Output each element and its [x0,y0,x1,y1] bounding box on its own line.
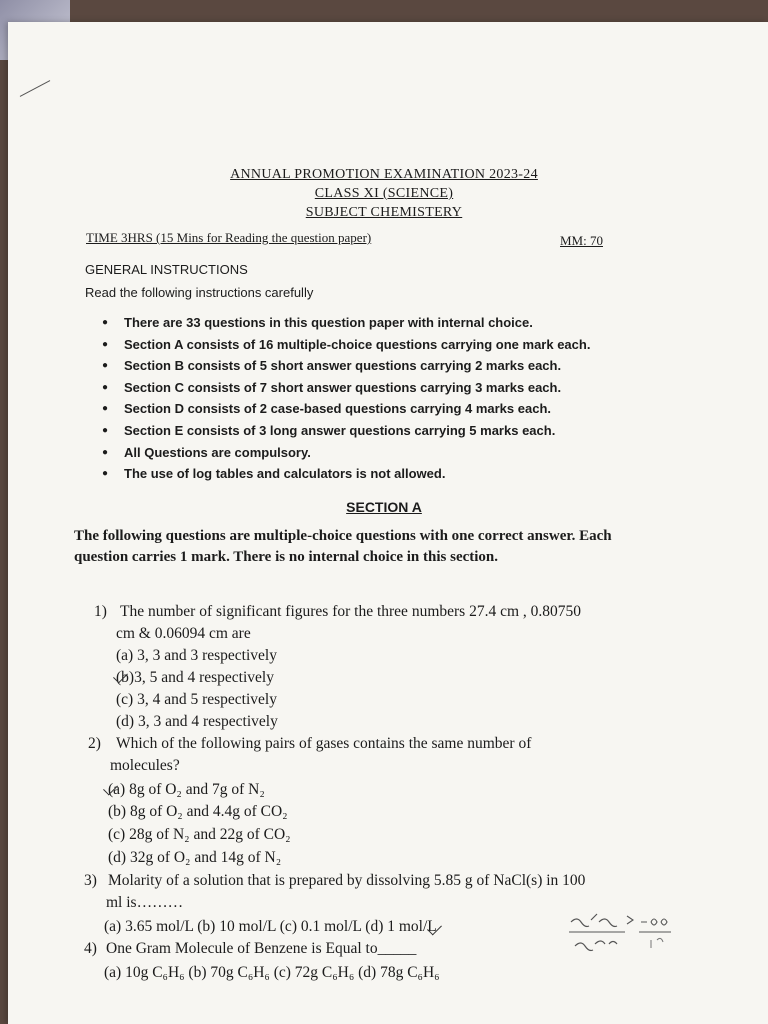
time-allowed: TIME 3HRS (15 Mins for Reading the question paper) [86,230,372,245]
instruction-item: ● Section D consists of 2 case-based questions carrying 4 marks each. [100,398,590,420]
options-row: (a) 3.65 mol/L (b) 10 mol/L (c) 0.1 mol/L (d) 1 mol/L [104,918,437,935]
question-number: 2) [88,735,101,752]
question-text: One Gram Molecule of Benzene is Equal to_____ [106,940,417,957]
instructions-subheading: Read the following instructions carefully [85,285,314,300]
instruction-item: ● All Questions are compulsory. [100,442,590,464]
question-text: Molarity of a solution that is prepared by dissolving 5.85 g of NaCl(s) in 100 [108,872,586,889]
question-text: The number of significant figures for the three numbers 27.4 cm , 0.80750 [120,603,582,620]
subject-title: SUBJECT CHEMISTERY [305,205,463,220]
instruction-item: ● Section E consists of 3 long answer questions carrying 5 marks each. [100,420,590,442]
section-title: SECTION A [346,499,422,515]
instruction-item: ● Section C consists of 7 short answer questions carrying 3 marks each. [100,377,590,399]
options-row: (a) 10g C₆H₆ (b) 70g C₆H₆ (c) 72g C₆H₆ (d) 78g C₆H₆ [104,964,440,981]
section-intro: The following questions are multiple-choice questions with one correct answer. Each question carries 1 mark. There is no internal choice in this section. [74,528,612,565]
question-text: cm & 0.06094 cm are [116,625,251,642]
option: (c) 28g of N₂ and 22g of CO₂ [108,826,291,843]
max-marks: MM: 70 [560,233,603,248]
instructions-list [100,312,590,485]
instruction-item: ● Section B consists of 5 short answer questions carrying 2 marks each. [100,355,590,377]
instruction-item: ● Section A consists of 16 multiple-choice questions carrying one mark each. [100,334,590,356]
question-number: 3) [84,872,97,889]
option: (b) 8g of O₂ and 4.4g of CO₂ [108,803,288,820]
question-number: 1) [94,603,107,620]
option: (c) 3, 4 and 5 respectively [116,691,277,708]
question-text: ml is……… [106,894,184,911]
exam-title: ANNUAL PROMOTION EXAMINATION 2023-24 [230,167,538,182]
instruction-item: ● There are 33 questions in this question paper with internal choice. [100,312,590,334]
question-text: Which of the following pairs of gases contains the same number of [116,735,532,752]
option: (d) 3, 3 and 4 respectively [116,713,278,730]
handwritten-calculation [565,910,675,958]
question-number: 4) [84,940,97,957]
option: (b)3, 5 and 4 respectively [116,669,274,686]
option: (a) 3, 3 and 3 respectively [116,647,277,664]
instructions-heading: GENERAL INSTRUCTIONS [85,262,248,277]
option: (a) 8g of O₂ and 7g of N₂ [108,781,265,798]
instruction-item: ● The use of log tables and calculators is not allowed. [100,463,590,485]
question-text: molecules? [110,757,180,774]
class-title: CLASS XI (SCIENCE) [314,186,454,201]
option: (d) 32g of O₂ and 14g of N₂ [108,849,282,866]
